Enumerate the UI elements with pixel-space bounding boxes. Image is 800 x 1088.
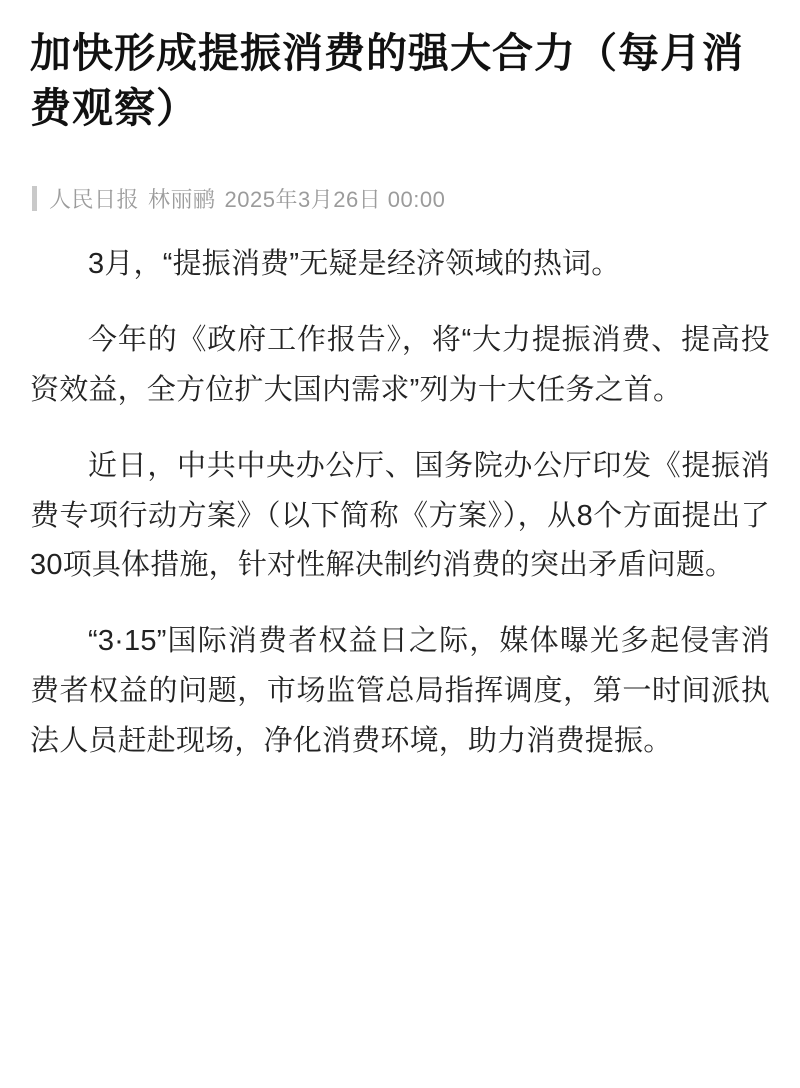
article-paragraph: “3·15”国际消费者权益日之际，媒体曝光多起侵害消费者权益的问题，市场监管总局指挥调度，第一时间派执法人员赶赴现场，净化消费环境，助力消费提振。 <box>30 625 770 758</box>
article-paragraph: 3月，“提振消费”无疑是经济领域的热词。 <box>88 248 621 281</box>
article-paragraph: 今年的《政府工作报告》，将“大力提振消费、提高投资效益，全方位扩大国内需求”列为十大任务之首。 <box>30 323 770 406</box>
article-body <box>30 240 770 767</box>
page-title: 加快形成提振消费的强大合力（每月消费观察） <box>30 30 744 131</box>
article-source: 人民日报 <box>49 187 140 213</box>
article-author: 林丽鹂 <box>148 187 216 213</box>
meta-text-group <box>49 183 445 214</box>
article-paragraph: 近日，中共中央办公厅、国务院办公厅印发《提振消费专项行动方案》（以下简称《方案》），从8个方面提出了30项具体措施，针对性解决制约消费的突出矛盾问题。 <box>30 449 770 582</box>
meta-accent-bar <box>32 186 37 211</box>
article-meta <box>30 183 770 214</box>
article-timestamp: 2025年3月26日 00:00 <box>224 187 446 213</box>
